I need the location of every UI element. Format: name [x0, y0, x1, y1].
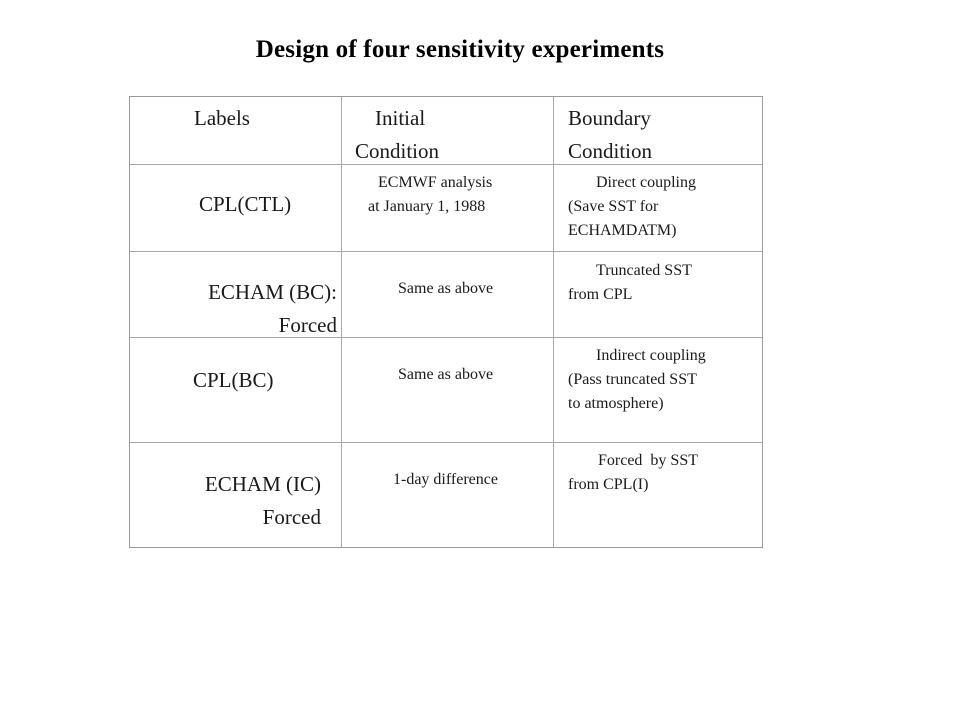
row-boundary-cpl-bc: Indirect coupling (Pass truncated SST to atmosphere)	[568, 347, 706, 412]
header-initial-condition: Initial Condition	[355, 106, 440, 163]
row-label-cpl-bc: CPL(BC)	[193, 368, 274, 392]
row-initial-echam-ic: 1-day difference	[393, 471, 498, 488]
row-divider	[130, 251, 762, 252]
page-title: Design of four sensitivity experiments	[255, 36, 665, 63]
row-initial-cpl-ctl: ECMWF analysis at January 1, 1988	[368, 174, 493, 215]
header-labels: Labels	[194, 106, 250, 130]
row-boundary-cpl-ctl: Direct coupling (Save SST for ECHAMDATM)	[568, 174, 696, 239]
row-initial-cpl-bc: Same as above	[398, 366, 494, 383]
row-initial-echam-bc: Same as above	[398, 280, 494, 297]
experiments-table	[129, 96, 763, 548]
row-label-echam-ic: ECHAM (IC) Forced	[204, 472, 321, 529]
row-divider	[130, 164, 762, 165]
header-boundary-condition: Boundary Condition	[568, 106, 653, 163]
row-divider	[130, 442, 762, 443]
row-boundary-echam-bc: Truncated SST from CPL	[568, 262, 692, 303]
row-boundary-echam-ic: Forced by SST from CPL(I)	[568, 452, 698, 493]
row-label-cpl-ctl: CPL(CTL)	[199, 192, 292, 216]
row-label-echam-bc: ECHAM (BC): Forced	[208, 280, 337, 337]
